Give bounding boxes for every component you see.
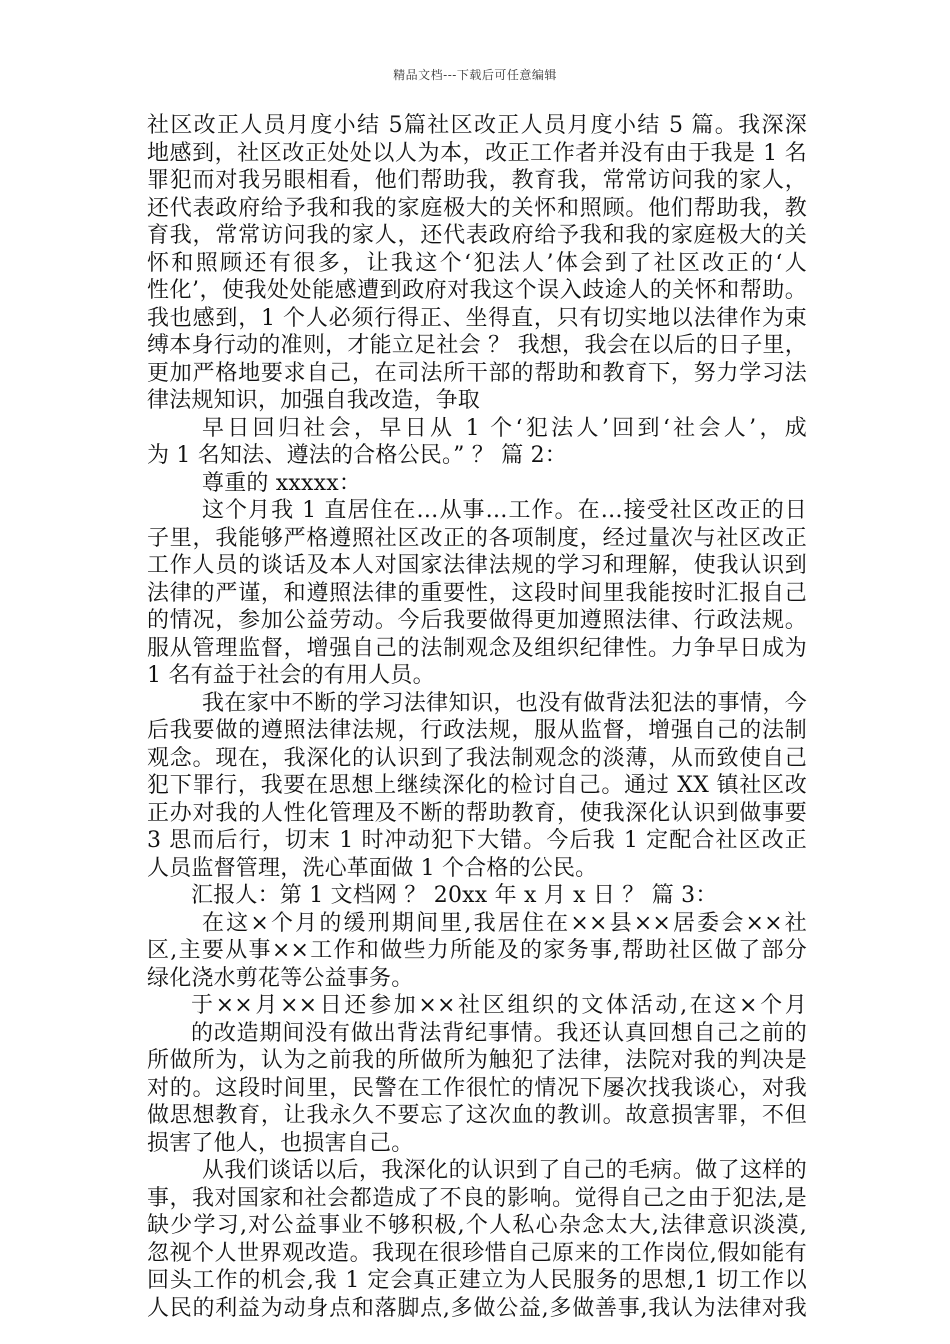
text-line: 社区改正人员月度小结 5篇社区改正人员月度小结 5 篇。我深深 xyxy=(147,113,807,138)
text-line: 所做所为，认为之前我的所做所为触犯了法律，法院对我的判决是 xyxy=(147,1048,807,1073)
text-line: 于××月××日还参加××社区组织的文体活动,在这×个月 xyxy=(191,993,807,1018)
text-line: 的情况，参加公益劳动。今后我要做得更加遵照法律、行政法规。 xyxy=(147,608,807,633)
text-line: 还代表政府给予我和我的家庭极大的关怀和照顾。他们帮助我，教 xyxy=(147,195,807,221)
text-line: 服从管理监督，增强自己的法制观念及组织纪律性。力争早日成为 xyxy=(147,635,807,661)
text-line: 早日回归社会，早日从 1 个‘犯法人’回到‘社会人’，成 xyxy=(202,415,807,441)
text-line: 地感到，社区改正处处以人为本，改正工作者并没有由于我是 1 名 xyxy=(147,140,807,166)
text-line: 子里，我能够严格遵照社区改正的各项制度，经过量次与社区改正 xyxy=(147,525,807,551)
text-line: 人员监督管理，洗心革面做 1 个合格的公民。 xyxy=(147,855,598,881)
text-line: 我也感到，1 个人必须行得正、坐得直，只有切实地以法律作为束 xyxy=(147,305,807,331)
text-line: 区,主要从事××工作和做些力所能及的家务事,帮助社区做了部分 xyxy=(147,938,807,963)
text-line: 观念。现在，我深化的认识到了我法制观念的淡薄，从而致使自己 xyxy=(147,745,807,771)
text-line: 做思想教育，让我永久不要忘了这次血的教训。故意损害罪，不但 xyxy=(147,1103,807,1128)
text-line: 损害了他人，也损害自己。 xyxy=(147,1130,414,1156)
text-line: 罪犯而对我另眼相看，他们帮助我，教育我，常常访问我的家人， xyxy=(147,168,807,193)
text-line: 后我要做的遵照法律法规，行政法规，服从监督，增强自己的法制 xyxy=(147,718,807,743)
text-line: 忽视个人世界观改造。我现在很珍惜自己原来的工作岗位,假如能有 xyxy=(147,1240,807,1266)
text-line: 1 名有益于社会的有用人员。 xyxy=(147,663,435,688)
text-line: 这个月我 1 直居住在…从事…工作。在…接受社区改正的日 xyxy=(202,498,807,523)
text-line: 性化’，使我处处能感遭到政府对我这个误入歧途人的关怀和帮助。 xyxy=(147,278,807,303)
text-line: 3 思而后行，切末 1 时冲动犯下大错。今后我 1 定配合社区改正 xyxy=(147,828,807,853)
text-line: 回头工作的机会,我 1 定会真正建立为人民服务的思想,1 切工作以 xyxy=(147,1268,807,1293)
text-line: 缺少学习,对公益事业不够积极,个人私心杂念太大,法律意识淡漠, xyxy=(147,1213,807,1238)
text-line: 绿化浇水剪花等公益事务。 xyxy=(147,965,414,991)
text-line: 律法规知识，加强自我改造，争取 xyxy=(147,388,481,413)
text-line: 的改造期间没有做出背法背纪事情。我还认真回想自己之前的 xyxy=(191,1020,807,1046)
text-line: 育我，常常访问我的家人，还代表政府给予我和我的家庭极大的关 xyxy=(147,223,807,248)
text-line: 人民的利益为动身点和落脚点,多做公益,多做善事,我认为法律对我 xyxy=(147,1295,807,1321)
text-line: 事，我对国家和社会都造成了不良的影响。觉得自己之由于犯法,是 xyxy=(147,1185,807,1211)
text-line: 怀和照顾还有很多，让我这个‘犯法人’体会到了社区改正的‘人 xyxy=(147,250,807,276)
document-body xyxy=(147,112,807,1322)
text-line: 为 1 名知法、遵法的合格公民。” ？ 篇 2： xyxy=(147,443,568,468)
text-line: 正办对我的人性化管理及不断的帮助教育，使我深化认识到做事要 xyxy=(147,800,807,826)
text-line: 从我们谈话以后，我深化的认识到了自己的毛病。做了这样的 xyxy=(202,1158,807,1183)
text-line: 尊重的 xxxxx： xyxy=(202,470,362,496)
text-line: 更加严格地要求自己，在司法所干部的帮助和教育下，努力学习法 xyxy=(147,360,807,386)
text-line: 对的。这段时间里，民警在工作很忙的情况下屡次找我谈心，对我 xyxy=(147,1075,807,1101)
text-line: 汇报人：第 1 文档网 ？ 20xx 年 x 月 x 日 ？ 篇 3： xyxy=(191,883,718,908)
text-line: 犯下罪行，我要在思想上继续深化的检讨自己。通过 XX 镇社区改 xyxy=(147,773,807,798)
text-line: 我在家中不断的学习法律知识，也没有做背法犯法的事情，今 xyxy=(202,690,807,716)
page-header: 精品文档---下载后可任意编辑 xyxy=(393,68,557,82)
text-line: 工作人员的谈话及本人对国家法律法规的学习和理解，使我认识到 xyxy=(147,553,807,578)
text-line: 在这×个月的缓刑期间里,我居住在××县××居委会××社 xyxy=(202,910,807,936)
text-line: 缚本身行动的准则，才能立足社会 ？ 我想，我会在以后的日子里， xyxy=(147,333,807,358)
text-line: 法律的严谨，和遵照法律的重要性，这段时间里我能按时汇报自己 xyxy=(147,580,807,606)
